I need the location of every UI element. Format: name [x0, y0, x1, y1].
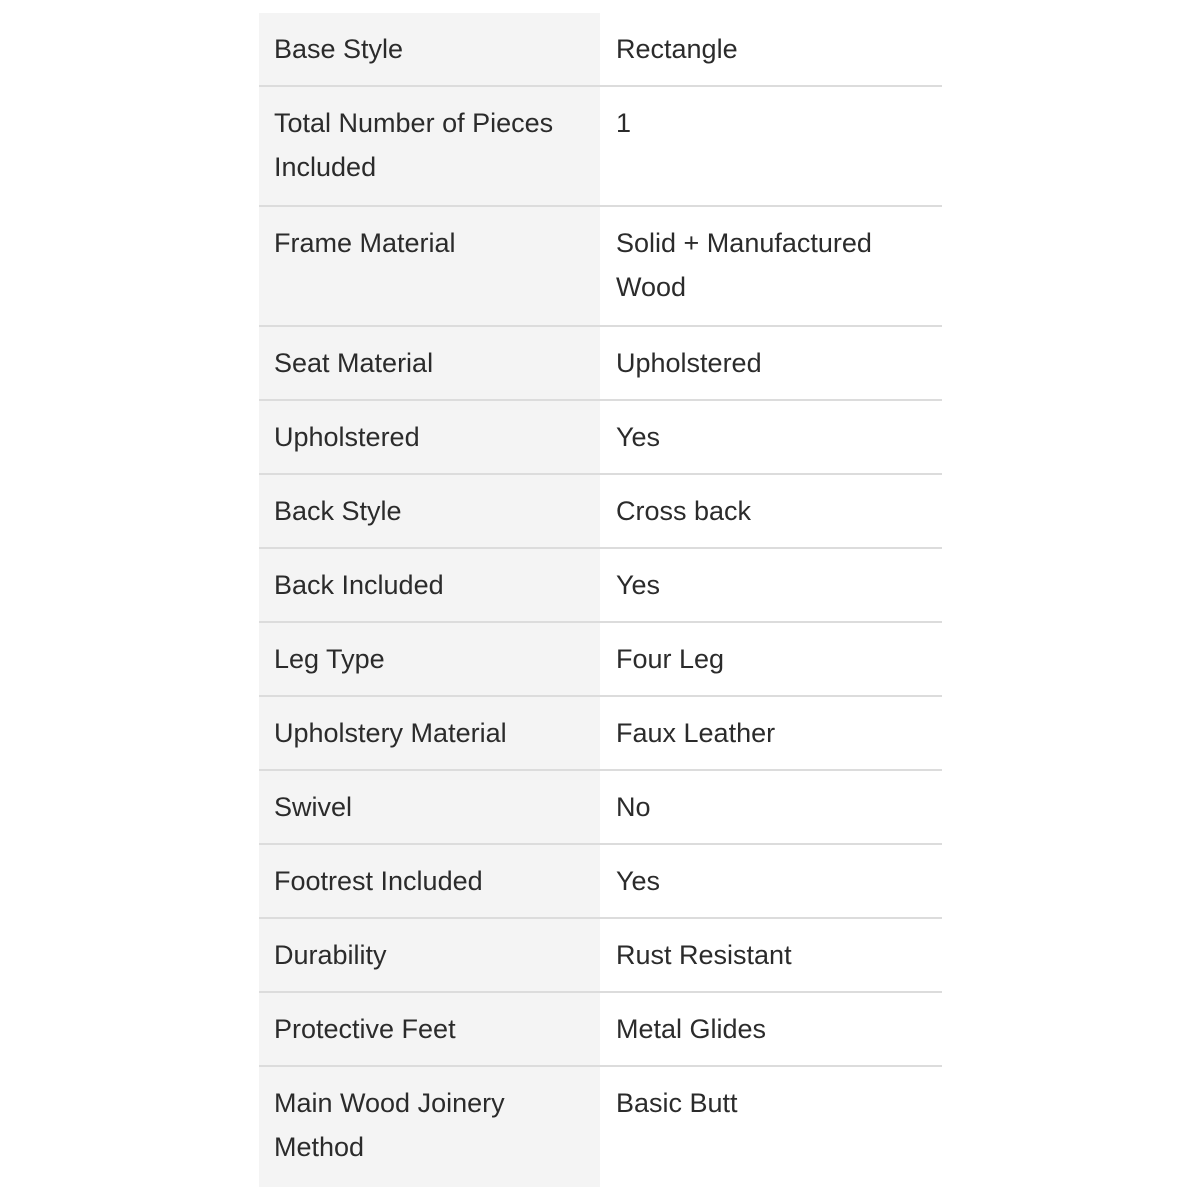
spec-row-total-pieces — [259, 87, 942, 207]
spec-value: Cross back — [600, 475, 942, 547]
spec-value: Yes — [600, 845, 942, 917]
spec-label: Upholstery Material — [259, 697, 600, 769]
spec-label: Protective Feet — [259, 993, 600, 1065]
spec-row-base-style — [259, 13, 942, 87]
spec-value: Basic Butt — [600, 1067, 942, 1187]
spec-row-swivel — [259, 771, 942, 845]
spec-label: Leg Type — [259, 623, 600, 695]
spec-label: Main Wood Joinery Method — [259, 1067, 600, 1187]
spec-row-seat-material — [259, 327, 942, 401]
spec-row-upholstered — [259, 401, 942, 475]
spec-row-wood-joinery — [259, 1067, 942, 1187]
spec-value: 1 — [600, 87, 942, 205]
spec-label: Total Number of Pieces Included — [259, 87, 600, 205]
spec-label: Back Included — [259, 549, 600, 621]
spec-label: Footrest Included — [259, 845, 600, 917]
spec-value: Faux Leather — [600, 697, 942, 769]
spec-value: Solid + Manufactured Wood — [600, 207, 942, 325]
spec-label: Base Style — [259, 13, 600, 85]
spec-row-protective-feet — [259, 993, 942, 1067]
spec-label: Frame Material — [259, 207, 600, 325]
spec-row-back-style — [259, 475, 942, 549]
spec-value: Rust Resistant — [600, 919, 942, 991]
spec-label: Upholstered — [259, 401, 600, 473]
spec-value: Yes — [600, 549, 942, 621]
spec-value: Yes — [600, 401, 942, 473]
spec-row-footrest-included — [259, 845, 942, 919]
spec-value: Metal Glides — [600, 993, 942, 1065]
spec-label: Durability — [259, 919, 600, 991]
spec-row-back-included — [259, 549, 942, 623]
spec-value: Four Leg — [600, 623, 942, 695]
spec-row-upholstery-material — [259, 697, 942, 771]
spec-value: No — [600, 771, 942, 843]
spec-value: Upholstered — [600, 327, 942, 399]
spec-label: Seat Material — [259, 327, 600, 399]
spec-label: Swivel — [259, 771, 600, 843]
spec-row-frame-material — [259, 207, 942, 327]
spec-row-durability — [259, 919, 942, 993]
spec-value: Rectangle — [600, 13, 942, 85]
spec-row-leg-type — [259, 623, 942, 697]
specifications-table — [259, 13, 942, 1187]
spec-label: Back Style — [259, 475, 600, 547]
